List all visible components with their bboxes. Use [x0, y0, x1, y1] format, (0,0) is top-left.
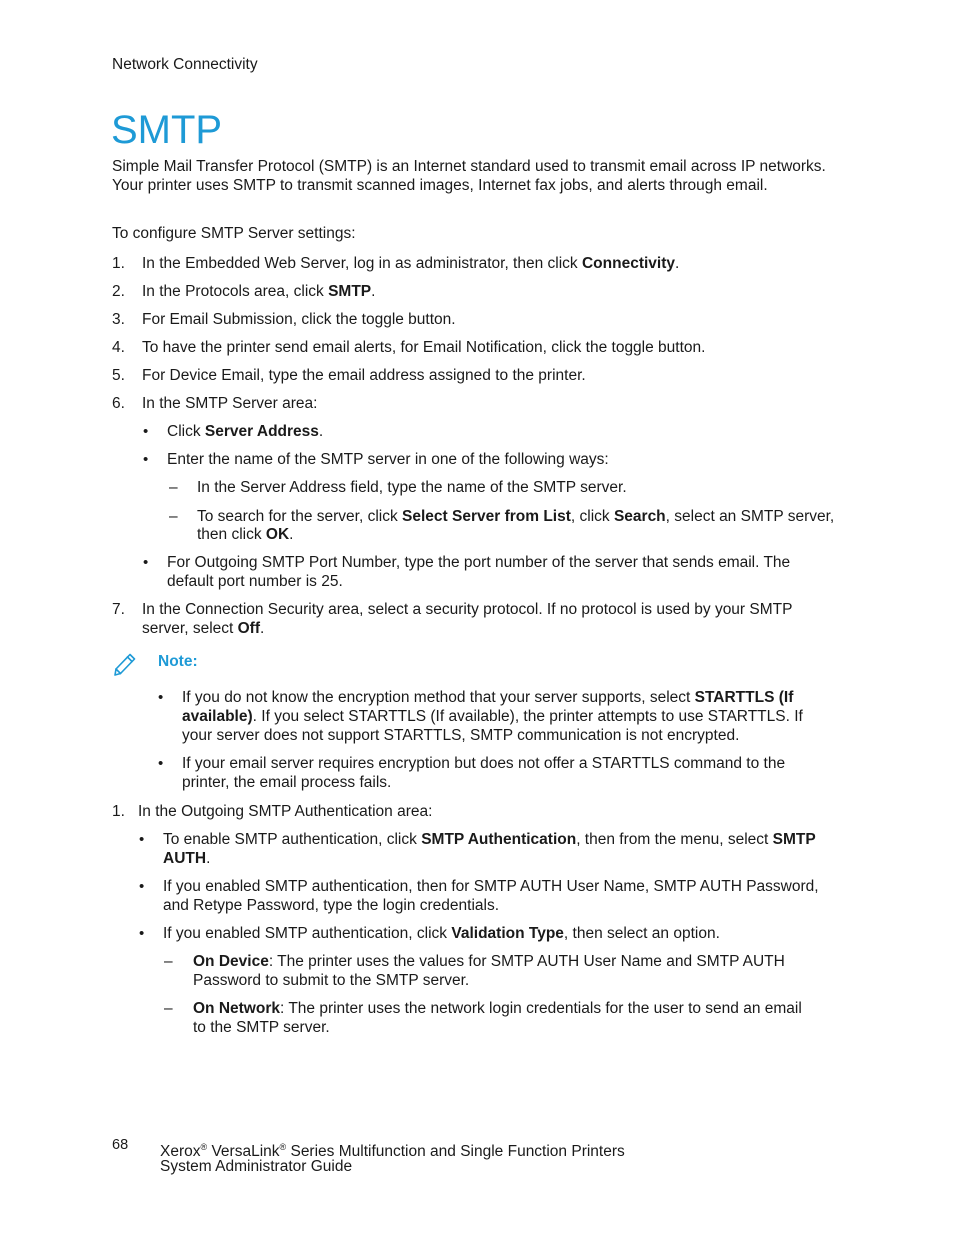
footer-product: Xerox® VersaLink® Series Multifunction and Single Function Printers: [160, 1142, 625, 1160]
list-item: Enter the name of the SMTP server in one of the following ways:: [167, 451, 609, 468]
list-item: In the Server Address field, type the name of the SMTP server.: [197, 479, 627, 496]
bullet-icon: •: [143, 423, 149, 440]
page-title: SMTP: [111, 108, 223, 152]
list-item: To search for the server, click Select Server from List, click Search, select an SMTP server,: [197, 508, 835, 525]
step-number: 5.: [112, 367, 125, 384]
list-item: For Outgoing SMTP Port Number, type the port number of the server that sends email. The: [167, 554, 791, 571]
step-number: 6.: [112, 395, 125, 412]
step-number: 1.: [112, 255, 125, 272]
step-7: In the Connection Security area, select a security protocol. If no protocol is used by your SMTP: [142, 601, 793, 618]
list-item: On Device: The printer uses the values for SMTP AUTH User Name and SMTP AUTH: [193, 953, 785, 970]
configure-lead: To configure SMTP Server settings:: [112, 225, 356, 242]
running-header: Network Connectivity: [112, 56, 258, 73]
step-4: To have the printer send email alerts, for Email Notification, click the toggle button.: [142, 339, 706, 356]
list-item-cont: default port number is 25.: [167, 573, 343, 590]
bullet-icon: •: [139, 878, 145, 895]
list-item: Click Server Address.: [167, 423, 324, 440]
step-6: In the SMTP Server area:: [142, 395, 318, 412]
intro-paragraph: Simple Mail Transfer Protocol (SMTP) is an Internet standard used to transmit email across IP networks. Your printer uses SMTP to transmit scanned images, Internet fax jobs, and alerts through email.: [112, 158, 826, 194]
list-item: On Network: The printer uses the network login credentials for the user to send an email: [193, 1000, 802, 1017]
list-item: If you enabled SMTP authentication, click Validation Type, then select an option.: [163, 925, 720, 942]
step-2: In the Protocols area, click SMTP.: [142, 283, 376, 300]
list-item-cont: Password to submit to the SMTP server.: [193, 972, 470, 989]
dash-icon: –: [169, 508, 178, 525]
step-number: 4.: [112, 339, 125, 356]
list-item: If you enabled SMTP authentication, then for SMTP AUTH User Name, SMTP AUTH Password,: [163, 878, 819, 895]
auth-lead: In the Outgoing SMTP Authentication area:: [138, 803, 433, 820]
step-7-cont: server, select Off.: [142, 620, 265, 637]
step-number: 2.: [112, 283, 125, 300]
step-number: 3.: [112, 311, 125, 328]
list-item-cont: AUTH.: [163, 850, 211, 867]
list-item-cont: and Retype Password, type the login credentials.: [163, 897, 500, 914]
list-item: To enable SMTP authentication, click SMTP Authentication, then from the menu, select SMTP: [163, 831, 816, 848]
bullet-icon: •: [139, 925, 145, 942]
note-item-cont: your server does not support STARTTLS, SMTP communication is not encrypted.: [182, 727, 740, 744]
dash-icon: –: [164, 1000, 173, 1017]
step-5: For Device Email, type the email address assigned to the printer.: [142, 367, 586, 384]
bullet-icon: •: [158, 689, 164, 706]
bullet-icon: •: [158, 755, 164, 772]
note-item: If you do not know the encryption method that your server supports, select STARTTLS (If: [182, 689, 794, 706]
list-item-cont: to the SMTP server.: [193, 1019, 330, 1036]
note-item: If your email server requires encryption but does not offer a STARTTLS command to the: [182, 755, 786, 772]
step-3: For Email Submission, click the toggle button.: [142, 311, 456, 328]
pencil-icon: [112, 650, 138, 678]
note-item-cont: printer, the email process fails.: [182, 774, 392, 791]
note-label: Note:: [158, 653, 198, 670]
step-number: 7.: [112, 601, 125, 618]
footer-guide: System Administrator Guide: [160, 1158, 353, 1175]
step-number: 1.: [112, 803, 125, 820]
dash-icon: –: [169, 479, 178, 496]
page-number: 68: [112, 1137, 129, 1153]
list-item-cont: then click OK.: [197, 526, 294, 543]
bullet-icon: •: [143, 554, 149, 571]
bullet-icon: •: [143, 451, 149, 468]
dash-icon: –: [164, 953, 173, 970]
step-1: In the Embedded Web Server, log in as administrator, then click Connectivity.: [142, 255, 680, 272]
note-item-cont: available). If you select STARTTLS (If available), the printer attempts to use STARTTLS. If: [182, 708, 803, 725]
bullet-icon: •: [139, 831, 145, 848]
